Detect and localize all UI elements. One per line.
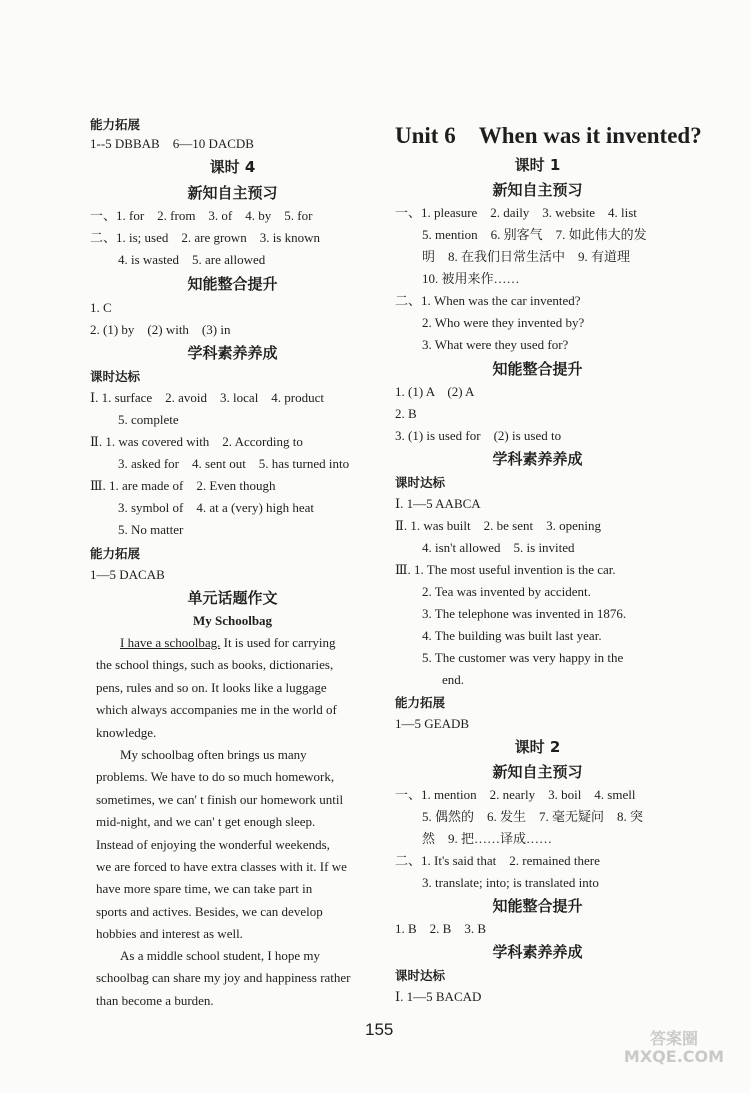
left-zhineng-2: 2. (1) by (2) with (3) in bbox=[90, 322, 231, 337]
right-zhineng-2: 2. B bbox=[395, 406, 417, 421]
left-yuxi-1: 一、1. for 2. from 3. of 4. by 5. for bbox=[90, 208, 313, 223]
right-zhineng2-heading: 知能整合提升 bbox=[492, 897, 583, 915]
right-yuxi2-4: 二、1. It's said that 2. remained there bbox=[395, 853, 600, 868]
right-dabiao2-1: Ⅰ. 1—5 BACAD bbox=[395, 989, 482, 1004]
right-dabiao-7: 4. The building was built last year. bbox=[422, 628, 602, 643]
right-dabiao-label: 课时达标 bbox=[395, 475, 446, 490]
essay-line: mid-night, and we can' t get enough sleep. bbox=[96, 814, 316, 830]
right-nengli-label: 能力拓展 bbox=[395, 695, 446, 710]
right-yuxi-4: 10. 被用来作…… bbox=[422, 271, 520, 286]
right-zhineng-3: 3. (1) is used for (2) is used to bbox=[395, 428, 562, 443]
right-dabiao-2: Ⅱ. 1. was built 2. be sent 3. opening bbox=[395, 518, 601, 533]
right-yuxi2-3: 然 9. 把……译成…… bbox=[422, 831, 553, 846]
essay-line: sports and actives. Besides, we can develop bbox=[96, 903, 323, 919]
left-dabiao-6: 3. symbol of 4. at a (very) high heat bbox=[118, 500, 315, 515]
left-keshi4-title: 课时 4 bbox=[209, 158, 256, 176]
left-nengli2-label: 能力拓展 bbox=[90, 546, 141, 561]
right-dabiao-6: 3. The telephone was invented in 1876. bbox=[422, 606, 627, 621]
left-zhineng-1: 1. C bbox=[90, 300, 112, 315]
right-nengli-answer: 1—5 GEADB bbox=[395, 716, 470, 731]
right-yuxi-5: 二、1. When was the car invented? bbox=[395, 293, 581, 308]
right-keshi2-title: 课时 2 bbox=[514, 738, 561, 756]
right-yuxi-7: 3. What were they used for? bbox=[422, 337, 569, 352]
essay-line: sometimes, we can' t finish our homework until bbox=[96, 791, 344, 807]
essay-first-sentence: I have a schoolbag. bbox=[120, 635, 221, 650]
right-dabiao2-label: 课时达标 bbox=[395, 968, 446, 983]
essay-paragraph-1 bbox=[96, 632, 374, 744]
left-dabiao-1: Ⅰ. 1. surface 2. avoid 3. local 4. product bbox=[90, 390, 325, 405]
left-nengli-answer: 1--5 DBBAB 6—10 DACDB bbox=[90, 136, 254, 151]
right-yuxi-2: 5. mention 6. 别客气 7. 如此伟大的发 bbox=[422, 227, 647, 242]
right-xinzhi2-heading: 新知自主预习 bbox=[492, 763, 583, 781]
essay-line: Instead of enjoying the wonderful weekends, bbox=[96, 836, 330, 852]
left-yuxi-2: 二、1. is; used 2. are grown 3. is known bbox=[90, 230, 321, 245]
essay-line: schoolbag can share my joy and happiness rather bbox=[96, 970, 351, 986]
right-dabiao-1: Ⅰ. 1—5 AABCA bbox=[395, 496, 481, 511]
right-yuxi2-1: 一、1. mention 2. nearly 3. boil 4. smell bbox=[395, 787, 636, 802]
essay-line: we are forced to have extra classes with it. If we bbox=[96, 859, 347, 875]
essay-line: It is used for carrying bbox=[223, 635, 336, 650]
left-dabiao-5: Ⅲ. 1. are made of 2. Even though bbox=[90, 478, 276, 493]
essay-title: My Schoolbag bbox=[192, 613, 273, 628]
essay-line: pens, rules and so on. It looks like a luggage bbox=[96, 679, 327, 695]
right-zhineng-heading: 知能整合提升 bbox=[492, 360, 583, 378]
left-dabiao-4: 3. asked for 4. sent out 5. has turned into bbox=[118, 456, 350, 471]
right-yuxi-1: 一、1. pleasure 2. daily 3. website 4. list bbox=[395, 205, 637, 220]
essay-line: than become a burden. bbox=[96, 992, 214, 1008]
left-xinzhi-heading: 新知自主预习 bbox=[187, 184, 278, 202]
right-keshi1-title: 课时 1 bbox=[514, 156, 561, 174]
right-dabiao-4: Ⅲ. 1. The most useful invention is the car. bbox=[395, 562, 616, 577]
watermark-logo: 答案圈 MXQE.COM bbox=[623, 1029, 725, 1066]
essay-line: knowledge. bbox=[96, 724, 157, 740]
essay-paragraph-3 bbox=[96, 945, 374, 1012]
essay-line: the school things, such as books, dictionaries, bbox=[96, 657, 334, 673]
essay-line: As a middle school student, I hope my bbox=[120, 948, 321, 963]
essay-paragraph-2 bbox=[96, 744, 374, 946]
left-dabiao-2: 5. complete bbox=[118, 412, 179, 427]
right-xinzhi-heading: 新知自主预习 bbox=[492, 181, 583, 199]
left-dabiao-label: 课时达标 bbox=[90, 369, 141, 384]
left-yuxi-3: 4. is wasted 5. are allowed bbox=[118, 252, 266, 267]
essay-line: have more spare time, we can take part in bbox=[96, 881, 313, 897]
left-dabiao-7: 5. No matter bbox=[118, 522, 184, 537]
right-xueke-heading: 学科素养养成 bbox=[492, 450, 583, 468]
essay-line: problems. We have to do so much homework, bbox=[96, 769, 335, 785]
left-danyuan-heading: 单元话题作文 bbox=[187, 589, 278, 607]
left-zhineng-heading: 知能整合提升 bbox=[187, 275, 278, 293]
essay-line: My schoolbag often brings us many bbox=[120, 747, 307, 762]
right-dabiao-9: end. bbox=[442, 672, 465, 687]
right-yuxi-6: 2. Who were they invented by? bbox=[422, 315, 585, 330]
right-yuxi2-2: 5. 偶然的 6. 发生 7. 毫无疑问 8. 突 bbox=[422, 809, 644, 824]
left-nengli2-answer: 1—5 DACAB bbox=[90, 567, 165, 582]
right-dabiao-5: 2. Tea was invented by accident. bbox=[422, 584, 591, 599]
right-yuxi2-5: 3. translate; into; is translated into bbox=[422, 875, 599, 890]
right-zhineng2-1: 1. B 2. B 3. B bbox=[395, 921, 487, 936]
left-xueke-heading: 学科素养养成 bbox=[187, 344, 278, 362]
right-zhineng-1: 1. (1) A (2) A bbox=[395, 384, 475, 399]
right-dabiao-3: 4. isn't allowed 5. is invited bbox=[422, 540, 575, 555]
page-number: 155 bbox=[365, 1020, 394, 1039]
left-dabiao-3: Ⅱ. 1. was covered with 2. According to bbox=[90, 434, 303, 449]
unit-title: Unit 6 When was it invented? bbox=[395, 123, 702, 148]
left-nengli-label: 能力拓展 bbox=[90, 117, 141, 132]
essay-line: which always accompanies me in the world of bbox=[96, 702, 337, 718]
right-dabiao-8: 5. The customer was very happy in the bbox=[422, 650, 624, 665]
right-xueke2-heading: 学科素养养成 bbox=[492, 943, 583, 961]
essay-line: hobbies and interest as well. bbox=[96, 926, 243, 942]
right-yuxi-3: 明 8. 在我们日常生活中 9. 有道理 bbox=[422, 249, 631, 264]
